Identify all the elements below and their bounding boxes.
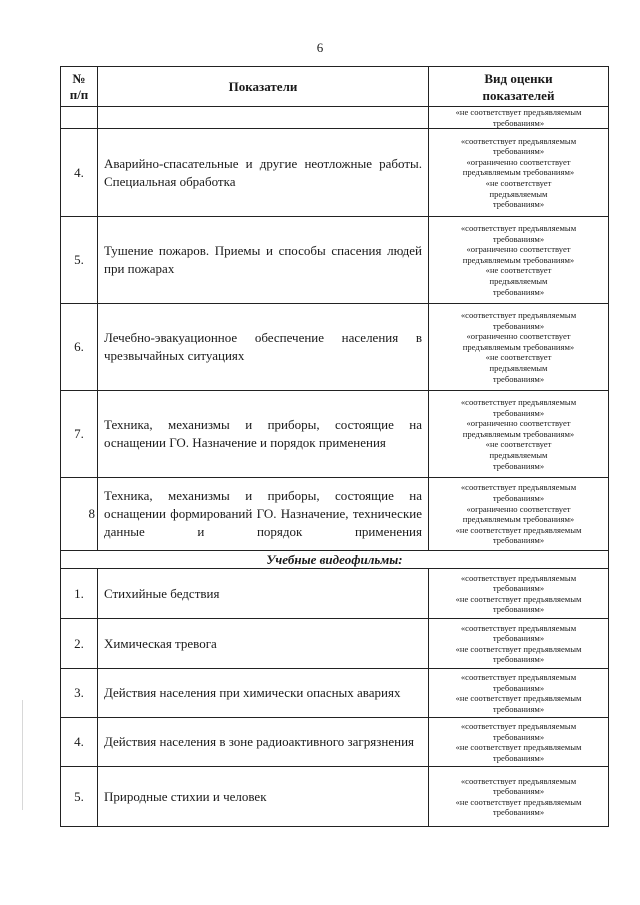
film-number: 2. (61, 619, 98, 669)
film-number: 1. (61, 569, 98, 619)
evaluation-line: предъявляемым требованиям» (462, 167, 575, 178)
indicator-evaluation (429, 391, 609, 478)
evaluation-line: «ограниченно соответствует (466, 331, 571, 342)
film-row (61, 569, 609, 619)
evaluation-line: требованиям» (492, 583, 545, 594)
evaluation-line: требованиям» (492, 373, 545, 384)
section-title: Учебные видеофильмы: (61, 551, 609, 569)
margin-mark (22, 700, 23, 810)
indicator-name: Аварийно-спасательные и другие неотложные работы. Специальная обработка (98, 129, 429, 217)
evaluation-line: «соответствует предъявляемым (460, 310, 577, 321)
indicator-row (61, 217, 609, 304)
evaluation-line: «соответствует предъявляемым (460, 223, 577, 234)
evaluation-line: требованиям» (492, 604, 545, 615)
indicator-row (61, 391, 609, 478)
header-num-line-2: п/п (69, 86, 89, 102)
evaluation-line: «не соответствует предъявляемым (455, 742, 582, 753)
film-evaluation (429, 767, 609, 827)
indicator-evaluation (429, 478, 609, 551)
evaluation-line: предъявляемым требованиям» (462, 428, 575, 439)
indicator-number: 6. (61, 304, 98, 391)
evaluation-line: предъявляемым (489, 450, 548, 461)
table-header-row (61, 67, 609, 107)
film-rows (61, 569, 609, 827)
film-name: Химическая тревога (98, 619, 429, 669)
indicator-number: 4. (61, 129, 98, 217)
page-number: 6 (316, 40, 324, 55)
indicator-number: 5. (61, 217, 98, 304)
evaluation-line: предъявляемым (489, 276, 548, 287)
evaluation-line: «ограниченно соответствует (466, 503, 571, 514)
header-eval-line-1: Вид оценки (484, 70, 553, 86)
evaluation-line: требованиям» (492, 286, 545, 297)
evaluation-line: требованиям» (492, 199, 545, 210)
evaluation-line: «не соответствует предъявляемым (455, 643, 582, 654)
evaluation-line: «соответствует предъявляемым (460, 135, 577, 146)
film-number: 4. (61, 718, 98, 767)
evaluation-line: «не соответствует (485, 265, 552, 276)
carryover-text (98, 107, 429, 129)
evaluation-line: требованиям» (492, 703, 545, 714)
evaluation-line: предъявляемым требованиям» (462, 254, 575, 265)
evaluation-line: требованиям» (492, 682, 545, 693)
film-row (61, 767, 609, 827)
evaluation-line: «соответствует предъявляемым (460, 622, 577, 633)
indicator-evaluation (429, 217, 609, 304)
indicator-evaluation (429, 129, 609, 217)
evaluation-line: «не соответствует (485, 177, 552, 188)
film-row (61, 619, 609, 669)
indicator-number: 8 (61, 478, 98, 551)
evaluation-line: «соответствует предъявляемым (460, 721, 577, 731)
indicator-row (61, 304, 609, 391)
evaluation-line: «ограниченно соответствует (466, 244, 571, 255)
evaluation-line: предъявляемым требованиям» (462, 341, 575, 352)
film-evaluation (429, 718, 609, 767)
section-row (61, 551, 609, 569)
film-name: Действия населения при химически опасных авариях (98, 669, 429, 718)
indicator-number: 7. (61, 391, 98, 478)
indicator-name: Тушение пожаров. Приемы и способы спасения людей при пожарах (98, 217, 429, 304)
indicator-row (61, 478, 609, 551)
film-row (61, 669, 609, 718)
evaluation-line: «ограниченно соответствует (466, 418, 571, 429)
evaluation-line: предъявляемым требованиям» (462, 514, 575, 525)
evaluation-line: требованиям» (492, 535, 545, 546)
evaluation-line: требованиям» (492, 731, 545, 742)
header-num-line-1: № (72, 70, 86, 86)
evaluation-line: «не соответствует (485, 439, 552, 450)
main-rows (61, 129, 609, 551)
evaluation-line: требованиям» (492, 807, 545, 818)
indicator-name: Техника, механизмы и приборы, состоящие на оснащении формирований ГО. Назначение, технические данные и порядок применения (98, 478, 429, 551)
film-evaluation (429, 619, 609, 669)
evaluation-line: требованиям» (492, 752, 545, 763)
evaluation-line: «не соответствует предъявляемым (455, 796, 582, 807)
carryover-num (61, 107, 98, 129)
film-name: Действия населения в зоне радиоактивного загрязнения (98, 718, 429, 767)
film-evaluation (429, 669, 609, 718)
film-name: Природные стихии и человек (98, 767, 429, 827)
evaluation-line: «не соответствует предъявляемым (455, 524, 582, 535)
evaluation-line: требованиям» (492, 407, 545, 418)
carryover-row (61, 107, 609, 129)
evaluation-line: требованиям» (492, 460, 545, 471)
indicator-evaluation (429, 304, 609, 391)
film-name: Стихийные бедствия (98, 569, 429, 619)
evaluation-line: требованиям» (492, 786, 545, 797)
evaluation-line: требованиям» (492, 633, 545, 644)
film-number: 5. (61, 767, 98, 827)
evaluation-line: «соответствует предъявляемым (460, 397, 577, 408)
evaluation-line: «не соответствует предъявляемым (455, 693, 582, 704)
indicator-row (61, 129, 609, 217)
evaluation-line: «соответствует предъявляемым (460, 572, 577, 583)
evaluation-line: предъявляемым (489, 188, 548, 199)
header-eval-line-2: показателей (482, 87, 555, 103)
carryover-eval (429, 107, 609, 129)
evaluation-line: требованиям» (492, 233, 545, 244)
film-evaluation (429, 569, 609, 619)
evaluation-line: требованиям» (492, 320, 545, 331)
film-number: 3. (61, 669, 98, 718)
evaluation-line: «соответствует предъявляемым (460, 775, 577, 786)
evaluation-line: «соответствует предъявляемым (460, 482, 577, 493)
header-evaluation (429, 67, 609, 107)
evaluation-line: «соответствует предъявляемым (460, 672, 577, 682)
evaluation-table (60, 66, 609, 827)
carryover-eval-line-1: «не соответствует предъявляемым (455, 107, 582, 117)
evaluation-line: требованиям» (492, 654, 545, 665)
film-row (61, 718, 609, 767)
evaluation-line: «не соответствует (485, 352, 552, 363)
evaluation-line: «не соответствует предъявляемым (455, 593, 582, 604)
evaluation-line: предъявляемым (489, 363, 548, 374)
indicator-name: Техника, механизмы и приборы, состоящие на оснащении ГО. Назначение и порядок применения (98, 391, 429, 478)
evaluation-line: требованиям» (492, 146, 545, 157)
header-num (61, 67, 98, 107)
header-indicators: Показатели (98, 67, 429, 107)
carryover-eval-line-2: требованиям» (492, 117, 545, 128)
indicator-name: Лечебно-эвакуационное обеспечение населения в чрезвычайных ситуациях (98, 304, 429, 391)
evaluation-line: «ограниченно соответствует (466, 156, 571, 167)
evaluation-line: требованиям» (492, 493, 545, 503)
